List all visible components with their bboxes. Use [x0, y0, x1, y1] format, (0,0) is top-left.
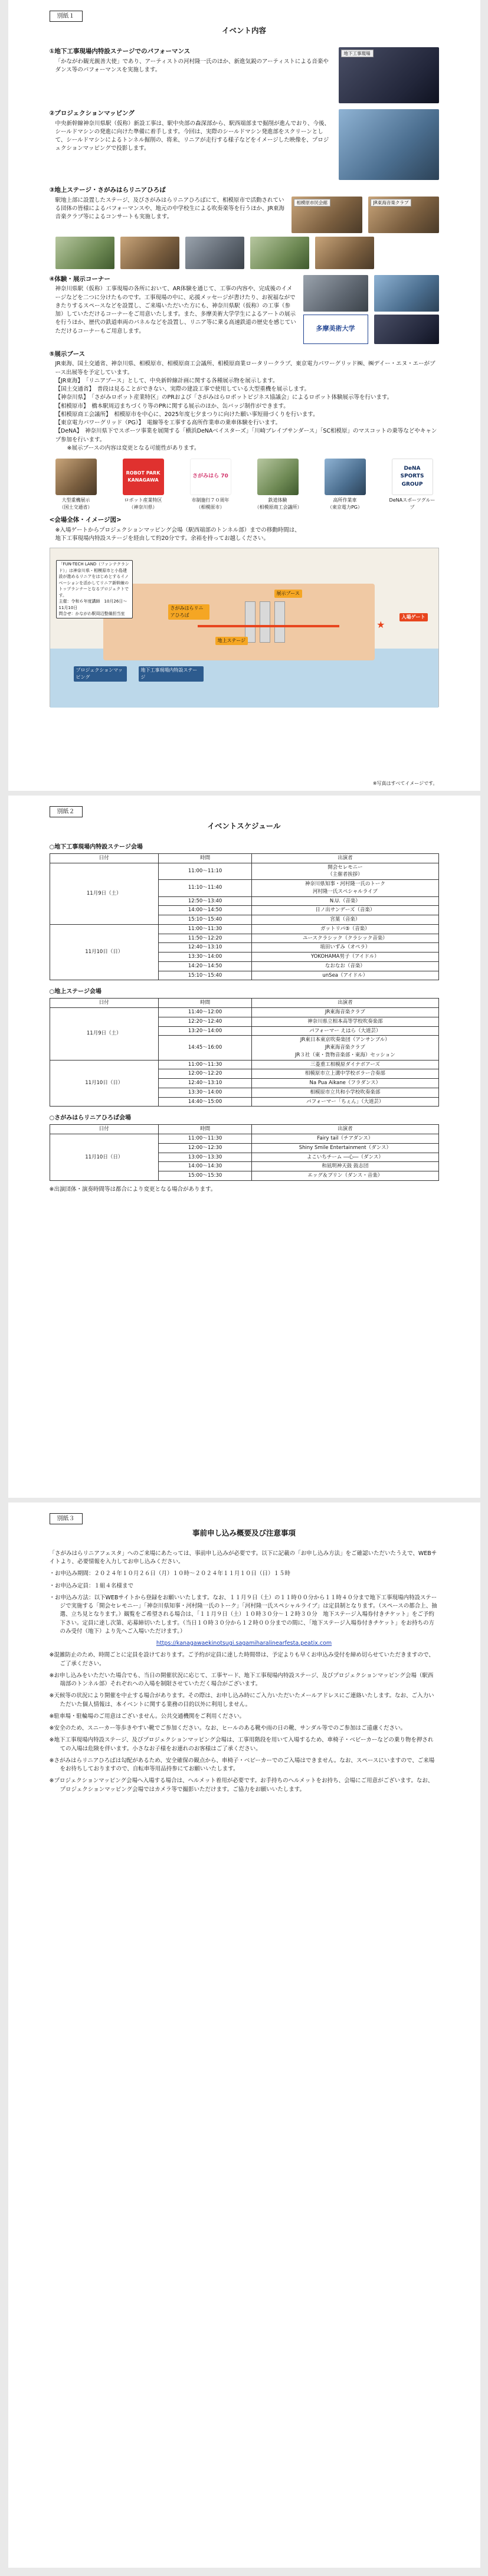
time-cell: 15:10〜15:40	[159, 971, 252, 980]
logo-sub: （相模原市）	[196, 505, 225, 510]
logo-item	[120, 459, 166, 511]
section-body: 神奈川県駅（仮称）工事現場の各所において、AR体験を通じて、工事の内容や、完成後のイメージなどを二つに分けたものです。工事現場の中に、応援メッセージが書けたり、お祝福なができたりするスペースなどを設置し、ご来場いただいた方にも、神奈川県駅（仮称）の工事（参加）していただけるコーナーをご用意いたします。また、多摩美術大学学生によるアートの展示を行うほか、歴代の鉄道車両のパネルなどを設置し、リニア等に乗る高速鉄道の歴史を感じていただけるコーナーもご用意します。	[55, 286, 296, 335]
performer-cell: 相模原市立共和小学校吹奏楽部	[252, 1088, 438, 1097]
crane-photo	[55, 459, 97, 495]
registration-link[interactable]: https://kanagawaekinotsugi.sagamiharalinearfesta.peatix.com	[156, 1640, 332, 1647]
logo-item	[255, 459, 301, 511]
note-item: ※安全のため、スニーカー等歩きやすい靴でご参加ください。なお、ヒールのある靴や雨の日の靴、サンダル等でのご参加はご遠慮ください。	[49, 1725, 406, 1731]
page-tag: 別紙１	[50, 11, 83, 22]
page-title: イベントスケジュール	[207, 821, 281, 830]
section-experience	[50, 275, 439, 344]
photo-caption: JR東海音楽クラブ	[371, 199, 412, 207]
logo-sub: （神奈川県）	[129, 505, 158, 510]
fun-tech-land-box: 「FUN-TECH LAND（ファンテクランド）」は神奈川県・相模原市と小島建設が進めるリニアをはじめとするイノベーションを活かしてリニア新幹線のトップランナーとなるプロジェクトです。 主催：令和６年度講師 10月26日〜11月10日 問合せ：かながわ駅周辺整備担当室	[56, 560, 133, 618]
time-cell: 14:20〜14:50	[159, 961, 252, 971]
time-cell: 13:00〜13:30	[159, 1153, 252, 1162]
logo-item	[322, 459, 368, 511]
performer-cell: unSea（アイドル）	[252, 971, 438, 980]
info-item: ・お申込み方法：以下WEBサイトから登録をお願いいたします。なお、１１月９日（土）の１１時００分から１１時４０分まで地下工事現場内特設ステージで実施する「開会セレモニー」「神奈川県知事・河村隆一氏のトーク」「河村隆一氏スペシャルライブ」は定員制となります。（スペースの都合上、抽選、立ち見となります。）観覧をご希望される場合は、「１１月９日（土）１０時３０分〜１２時３０分 地下ステージ入場券付きチケット」をご予約下さい。定員に達し次第、応募締切いたします。（当日１０時３０分から１２時００分までの間に、「地下ステージ入場券付きチケット」をお持ちの方のみ受付（地下）より先へご入場いただけます。）	[49, 1594, 437, 1635]
logo-sub: （相模原商工会議所）	[254, 505, 302, 510]
music-club-photo	[368, 197, 439, 233]
exhibit-photo	[374, 275, 439, 312]
shield-machine-photo	[339, 109, 439, 180]
photo-caption: 地下工事現場	[341, 50, 374, 57]
performer-cell: Shiny Smile Entertainment（ダンス）	[252, 1143, 438, 1153]
tama-art-logo: 多摩美術大学	[303, 315, 368, 344]
performer-cell: 宮葉（音楽）	[252, 915, 438, 925]
footnote: ※写真はすべてイメージです。	[372, 781, 438, 786]
section-heading: ①地下工事現場内特設ステージでのパフォーマンス	[49, 47, 191, 55]
time-cell: 14:00〜14:30	[159, 1162, 252, 1171]
section-ground-stage	[50, 186, 439, 269]
page-title: イベント内容	[221, 26, 266, 35]
footnote: ※出演団体・演奏時間等は都合により変更となる場合があります。	[49, 1186, 217, 1193]
stage-photo	[250, 237, 309, 269]
performer-cell: Fairy tail（チアダンス）	[252, 1134, 438, 1144]
logo-name: ロボット産業特区	[124, 497, 162, 503]
logo-name: 大型重機展示	[61, 497, 90, 503]
time-cell: 12:00〜12:30	[159, 1143, 252, 1153]
performer-cell: 神奈川県立相本高等学校吹奏楽部	[252, 1017, 438, 1026]
info-item: ・お申込み定員：１組４名様まで	[49, 1582, 134, 1589]
performer-cell: よこいちチーム ―心―（ダンス）	[252, 1153, 438, 1162]
dena-logo: DeNA SPORTS GROUP	[392, 459, 433, 495]
schedule-table	[50, 998, 439, 1107]
performer-cell: 開会セレモニー （主催者挨拶）	[252, 863, 438, 880]
column-header: 時間	[159, 853, 252, 863]
date-cell: 11月10日（日）	[50, 924, 159, 980]
table-row	[50, 1060, 438, 1069]
performer-cell: JR東海音楽クラブ	[252, 1008, 438, 1017]
section-projection-mapping	[50, 109, 439, 180]
intro-text: 「さがみはらリニアフェスタ」へのご来場にあたっては、事前申し込みが必要です。以下に記載の「お申し込み方法」をご確認いただいたうえで、WEBサイトより、必要情報を入力してお申し込みください。	[49, 1550, 437, 1565]
section-body: 中央新幹線神奈川県駅（仮称）新設工事は、駅中央部の森深部から、駅西端部まで掘削が進んでおり、今後、シールドマシンの発進に向けた準備に着手します。今回は、実際のシールドマシン発進部をスクリーンとして、シールドマシンによるトンネル掘削の、将来、リニアが走行する様子などをイメージした映像を、プロジェクションマッピングで投影します。	[55, 120, 330, 152]
section-heading: ④体験・展示コーナー	[49, 275, 110, 283]
time-cell: 12:40〜13:10	[159, 943, 252, 953]
performer-cell: YOKOHAMA男子（アイドル）	[252, 953, 438, 962]
page-1	[8, 0, 480, 791]
map-heading: <会場全体・イメージ図>	[49, 516, 122, 523]
list-item: 【JR東海】 「リニアブース」として、中央新幹線計画に関する各種展示物を展示します。	[55, 377, 279, 384]
time-cell: 11:50〜12:20	[159, 934, 252, 943]
map-building	[274, 601, 285, 643]
projection-label: プロジェクションマッピング	[74, 666, 127, 682]
time-cell: 11:00〜11:30	[159, 1134, 252, 1144]
column-header: 出演者	[252, 1125, 438, 1134]
section-heading: ②プロジェクションマッピング	[49, 109, 135, 117]
column-header: 日付	[50, 1125, 159, 1134]
time-cell: 14:45〜16:00	[159, 1036, 252, 1060]
performer-cell: ユースクラシック（クラシック音楽）	[252, 934, 438, 943]
section-body: JR東海、国土交通省、神奈川県、相模原市、相模原商工会議所、相模原商業ロータリークラブ、東京電力パワーグリッド㈱、㈱デイー・エヌ・エーがブース出展等を予定しています。	[55, 361, 435, 376]
column-header: 時間	[159, 999, 252, 1008]
table-row	[50, 1008, 438, 1017]
info-item: ・お申込み期間：２０２４年１０月２６日（月）１０時〜２０２４年１１月１０日（日）１５時	[49, 1570, 291, 1577]
time-cell: 14:00〜14:50	[159, 906, 252, 915]
stage-photo	[55, 237, 114, 269]
section-performance	[50, 47, 439, 103]
underground-site-photo	[339, 47, 439, 103]
note-item: ※地下工事現場内特設ステージ、及びプロジェクションマッピング会場は、工事用階段を用いて入場するため、車椅子・ベビーカーなどの乗り物を押されての入場は危険を伴います。小さなお子様をお連れのお客様はご了承ください。	[49, 1737, 434, 1752]
time-cell: 13:30〜14:00	[159, 953, 252, 962]
section-body: 「かながわ観光親善大使」であり、アーティストの河村隆一氏のほか、新進気鋭のアーティストによる音楽やダンス等のパフォーマンスを実施します。	[55, 58, 329, 73]
date-cell: 11月10日（日）	[50, 1134, 159, 1181]
time-cell: 11:00〜11:30	[159, 924, 252, 934]
performer-cell: 神奈川県知事・河村隆一氏のトーク 河村隆一氏スペシャルライブ	[252, 880, 438, 897]
logo-item	[389, 459, 435, 511]
performer-cell: 和凪明神天鼓 鼓志団	[252, 1162, 438, 1171]
performer-cell: 埴田いずみ（オペラ）	[252, 943, 438, 953]
venue-map	[50, 548, 439, 707]
column-header: 日付	[50, 999, 159, 1008]
logo-name: 鉄道体験	[268, 497, 287, 503]
logo-item	[53, 459, 99, 511]
list-item: 【相模原商工会議所】 相模原市を中心に、2025年度七夕まつりに向けた願い事短冊づくりを行います。	[55, 411, 319, 418]
performer-cell: Na Pua Aikane（フラダンス）	[252, 1079, 438, 1088]
underground-stage-label: 地下工事現場内特設ステージ	[139, 666, 204, 682]
star-icon: ★	[376, 619, 385, 631]
ar-photo	[303, 275, 368, 312]
entrance-gate-label: 入場ゲート	[399, 613, 428, 621]
time-cell: 15:10〜15:40	[159, 915, 252, 925]
table-row	[50, 1134, 438, 1144]
train-photo	[257, 459, 299, 495]
section-heading: ⑤展示ブース	[49, 350, 86, 358]
time-cell: 14:40〜15:00	[159, 1097, 252, 1107]
exhibitor-logos	[50, 459, 439, 511]
section-heading: ③地上ステージ・さがみはらリニアひろば	[49, 186, 166, 194]
note-item: ※混雑防止のため、時間ごとに定員を設けております。ご予約が定員に達した時間帯は、予定よりも早くお申込み受付を締め切らせていただきますので、ご了承ください。	[49, 1652, 434, 1667]
page-3	[8, 1503, 480, 2568]
performer-cell: エッグ＆プリン（ダンス・音楽）	[252, 1171, 438, 1181]
logo-sub: （東京電力PG）	[327, 505, 363, 510]
map-site	[103, 584, 375, 660]
date-cell: 11月10日（日）	[50, 1060, 159, 1107]
list-item: 【相模原市】 橋本駅周辺まちづくり等のPRに関する展示のほか、缶バッジ制作ができます。	[55, 402, 289, 410]
performer-cell: なおなお（音楽）	[252, 961, 438, 971]
column-header: 出演者	[252, 999, 438, 1008]
stage-photo	[315, 237, 374, 269]
column-header: 時間	[159, 1125, 252, 1134]
logo-sub: （国土交通省）	[59, 505, 93, 510]
page-tag: 別紙３	[50, 1513, 83, 1524]
schedule-table	[50, 1124, 439, 1181]
performer-cell: 三菱重工相模原ダイナボアーズ	[252, 1060, 438, 1069]
stage-photo	[185, 237, 244, 269]
ground-stage-label: 地上ステージ	[215, 637, 248, 645]
note-item: ※プロジェクションマッピング会場へ入場する場合は、ヘルメット着用が必要です。お手持ちのヘルメットをお持ち、会場にご用意がございます。なお、プロジェクションマッピング会場ではカメラ等で撮影いただけます。ご協力をお願いいたします。	[49, 1778, 434, 1793]
exhibitor-note: ※展示ブースの内容は変更となる可能性があります。	[67, 444, 200, 451]
note-item: ※お申し込みをいただいた場合でも、当日の開催状況に応じて、工事ヤード、地下工事現場内特設ステージ、及びプロジェクションマッピング会場（駅西端部のトンネル部）それぞれへの入場を制限させていただく場合がございます。	[49, 1672, 434, 1687]
map-building	[260, 601, 270, 643]
date-cell: 11月9日（土）	[50, 1008, 159, 1060]
train-panel-photo	[374, 315, 439, 344]
logo-name: DeNAスポーツグループ	[389, 497, 435, 510]
stage-photo	[120, 237, 179, 269]
list-item: 【東京電力パワーグリッド（PG）】 電線等を工事する高所作業車の乗車体験を行います。	[55, 420, 281, 426]
page-tag: 別紙２	[50, 806, 83, 817]
date-cell: 11月9日（土）	[50, 863, 159, 924]
list-item: 【神奈川県】 「さがみロボット産業特区」のPRおよび「さがみはらロボットビジネス協議会」によるロボット体験展示等を行います。	[55, 394, 393, 401]
performer-cell: 日ノ出サンデーズ（音楽）	[252, 906, 438, 915]
notes-list	[50, 1651, 439, 1794]
list-item: 【DeNA】 神奈川県下でスポーツ事業を展開する「横浜DeNAベイスターズ」「川崎ブレイブサンダース」「SC相模原」のマスコットの乗等などやキャンプ参加を行います。	[55, 428, 437, 443]
performer-cell: パフォーマー えはら（大道芸）	[252, 1026, 438, 1036]
table-row	[50, 924, 438, 934]
schedule-tables	[50, 843, 439, 1181]
map-note: ※入場ゲートからプロジェクションマッピング会場（駅西端部のトンネル部）までの移動時間は、	[55, 526, 300, 533]
time-cell: 11:10〜11:40	[159, 880, 252, 897]
time-cell: 12:50〜13:40	[159, 896, 252, 906]
table-row	[50, 863, 438, 880]
time-cell: 11:00〜11:30	[159, 1060, 252, 1069]
time-cell: 12:40〜13:10	[159, 1079, 252, 1088]
table-heading: ○地上ステージ会場	[49, 988, 101, 996]
performer-cell: N.U.（音楽）	[252, 896, 438, 906]
note-item: ※駐車場・駐輪場のご用意はございません。公共交通機関をご利用ください。	[49, 1713, 245, 1720]
note-item: ※天候等の状況により開催を中止する場合があります。その際は、お申し込み時にご入力いただいたメールアドレスにご連絡いたします。なお、ご入力いただいた個人情報は、本イベントに関する業務の目的以外に利用しません。	[49, 1693, 434, 1708]
performer-cell: 相模原市立上溝中学校ボラー合奏部	[252, 1069, 438, 1079]
table-heading: ○地下工事現場内特設ステージ会場	[49, 843, 143, 850]
exhibitor-list	[50, 377, 439, 453]
section-booths	[50, 350, 439, 453]
time-cell: 15:00〜15:30	[159, 1171, 252, 1181]
time-cell: 13:30〜14:00	[159, 1088, 252, 1097]
performer-cell: JR東日本東京吹奏楽団（アンサンブル） JR東海音楽クラブ JR３社（東・貨物音楽部・東海）セッション	[252, 1036, 438, 1060]
time-cell: 12:20〜12:40	[159, 1017, 252, 1026]
note-item: ※さがみはらリニアひろばは勾配があるため、安全確保の観点から、車椅子・ベビーカーでのご入場はできません。なお、スペースにいますので、ご来場をお待ちしておりますので、自転車等用品持参にてお願いいたします。	[49, 1757, 435, 1772]
performer-cell: ガットリパ⑤（音楽）	[252, 924, 438, 934]
table-heading: ○さがみはらリニアひろば会場	[49, 1115, 132, 1122]
logo-name: 高所作業車	[333, 497, 357, 503]
booth-label: 展示ブース	[274, 590, 302, 598]
column-header: 日付	[50, 853, 159, 863]
hall-photo	[292, 197, 362, 233]
aerial-truck-photo	[325, 459, 366, 495]
time-cell: 12:00〜12:20	[159, 1069, 252, 1079]
list-item: 【国土交通省】 普段は見ることができない、実際の建設工事で使用している大型重機を展示します。	[55, 386, 310, 392]
linear-hiroba-label: さがみはらリニアひろば	[168, 604, 209, 620]
column-header: 出演者	[252, 853, 438, 863]
sagamihara-70-logo: さがみはら 70	[190, 459, 231, 495]
logo-name: 市制施行７０周年	[191, 497, 230, 503]
time-cell: 11:40〜12:00	[159, 1008, 252, 1017]
logo-item	[188, 459, 234, 511]
time-cell: 11:00〜11:10	[159, 863, 252, 880]
photo-caption: 相模原市民会館	[294, 199, 331, 207]
robot-park-logo: ROBOT PARK KANAGAWA	[123, 459, 164, 495]
time-cell: 13:20〜14:00	[159, 1026, 252, 1036]
map-note: 地下工事現場内特設ステージを経由して約20分です。余裕を持ってお越しください。	[55, 535, 269, 542]
schedule-table	[50, 853, 439, 981]
section-body: 駅地上部に設置したステージ、及びさがみはらリニアひろばにて、相模原市で活動されている団体の皆様によるパフォーマンスや、地元の中学校生による吹奏楽等を行うほか、JR東海音楽クラブ等によるコンサートも実施します。	[55, 197, 284, 220]
page-title: 事前申し込み概要及び注意事項	[192, 1528, 296, 1537]
page-2	[8, 796, 480, 1498]
map-route	[198, 625, 339, 627]
performer-cell: パフォーマー「ちぇん」（大道芸）	[252, 1097, 438, 1107]
